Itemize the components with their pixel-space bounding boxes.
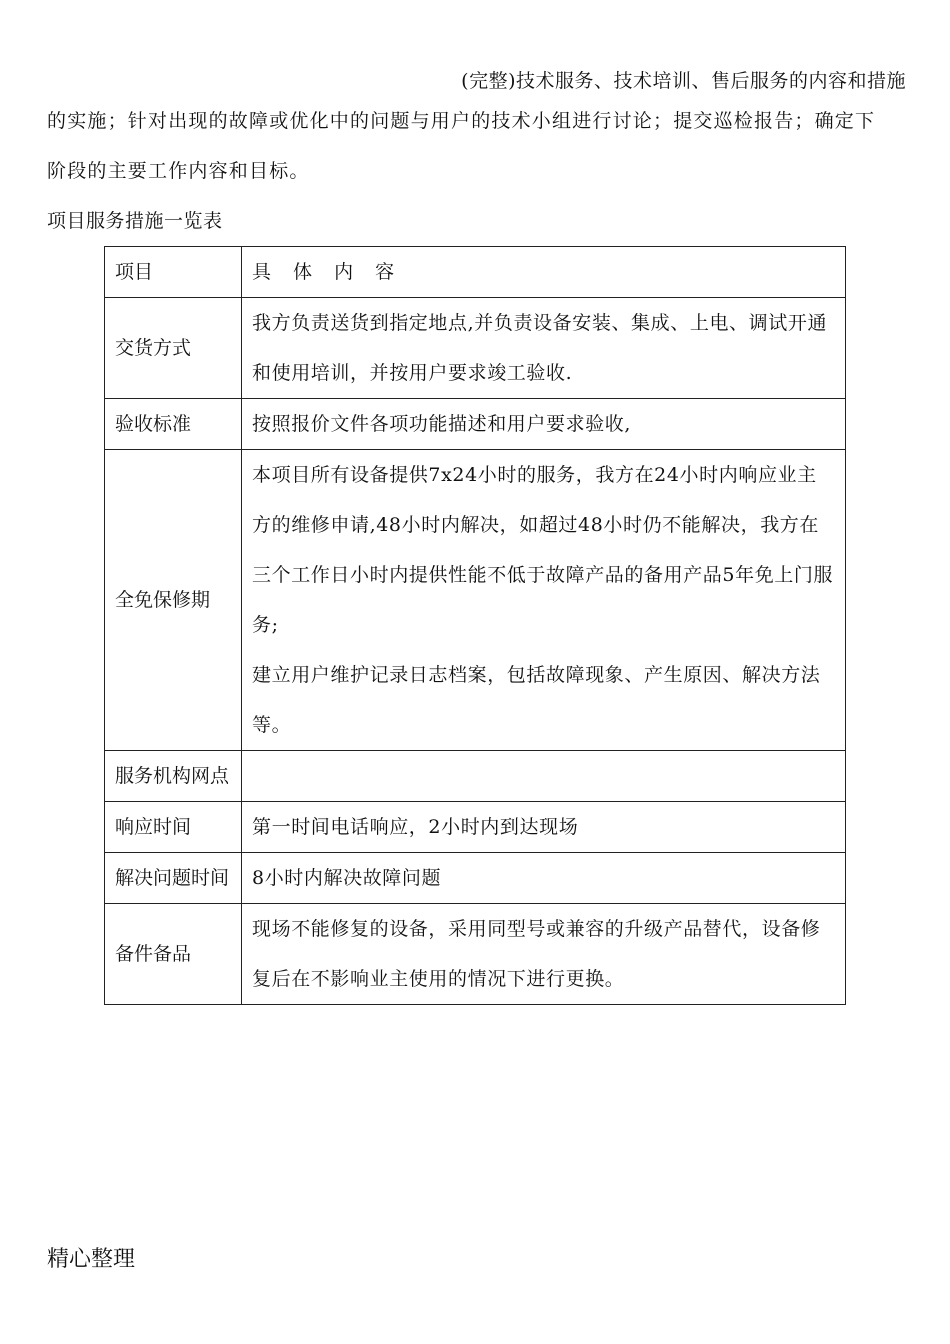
header-cell-item: 项目: [105, 247, 242, 298]
row-content-warranty: [242, 450, 846, 751]
row-item-resolution-time: 解决问题时间: [105, 853, 242, 904]
service-measures-table: [104, 246, 846, 1005]
intro-paragraph-line-1: 的实施；针对出现的故障或优化中的问题与用户的技术小组进行讨论；提交巡检报告；确定下: [47, 110, 876, 132]
row-content-spare-parts-text: 现场不能修复的设备，采用同型号或兼容的升级产品替代，设备修复后在不影响业主使用的情况下进行更换。: [252, 918, 821, 990]
table-row-service-network: [105, 751, 846, 802]
page-footer: 精心整理: [47, 1247, 136, 1272]
row-item-delivery: 交货方式: [105, 298, 242, 399]
table-row-spare-parts: [105, 904, 846, 1005]
row-content-response-time: [242, 802, 846, 853]
table-row-delivery: [105, 298, 846, 399]
table-row-response-time: [105, 802, 846, 853]
row-content-resolution-time: [242, 853, 846, 904]
row-item-response-time: 响应时间: [105, 802, 242, 853]
table-header-row: [105, 247, 846, 298]
table-caption: 项目服务措施一览表: [47, 210, 223, 232]
row-content-delivery-text: 我方负责送货到指定地点,并负责设备安装、集成、上电、调试开通和使用培训，并按用户要求竣工验收.: [252, 312, 828, 384]
intro-paragraph-line-2: 阶段的主要工作内容和目标。: [47, 160, 310, 182]
row-content-resolution-time-text: 8小时内解决故障问题: [252, 867, 442, 889]
table-row-resolution-time: [105, 853, 846, 904]
table-row-warranty: [105, 450, 846, 751]
row-content-service-network: [242, 751, 846, 802]
row-content-warranty-text: 本项目所有设备提供7x24小时的服务，我方在24小时内响应业主方的维修申请,48小时内解决，如超过48小时仍不能解决，我方在三个工作日小时内提供性能不低于故障产品的备用产品5年免上门服务;: [252, 464, 834, 636]
document-header-title: (完整)技术服务、技术培训、售后服务的内容和措施: [461, 70, 906, 92]
row-item-warranty: 全免保修期: [105, 450, 242, 751]
row-item-acceptance: 验收标准: [105, 399, 242, 450]
row-content-warranty-text-2: 建立用户维护记录日志档案，包括故障现象、产生原因、解决方法等。: [252, 664, 821, 736]
table-row-acceptance: [105, 399, 846, 450]
row-content-response-time-text: 第一时间电话响应，2小时内到达现场: [252, 816, 579, 838]
row-content-spare-parts: [242, 904, 846, 1005]
header-cell-content: 具 体 内 容: [242, 247, 846, 298]
row-content-delivery: [242, 298, 846, 399]
row-content-acceptance: [242, 399, 846, 450]
row-content-acceptance-text: 按照报价文件各项功能描述和用户要求验收,: [252, 413, 632, 435]
row-item-service-network: 服务机构网点: [105, 751, 242, 802]
row-item-spare-parts: 备件备品: [105, 904, 242, 1005]
